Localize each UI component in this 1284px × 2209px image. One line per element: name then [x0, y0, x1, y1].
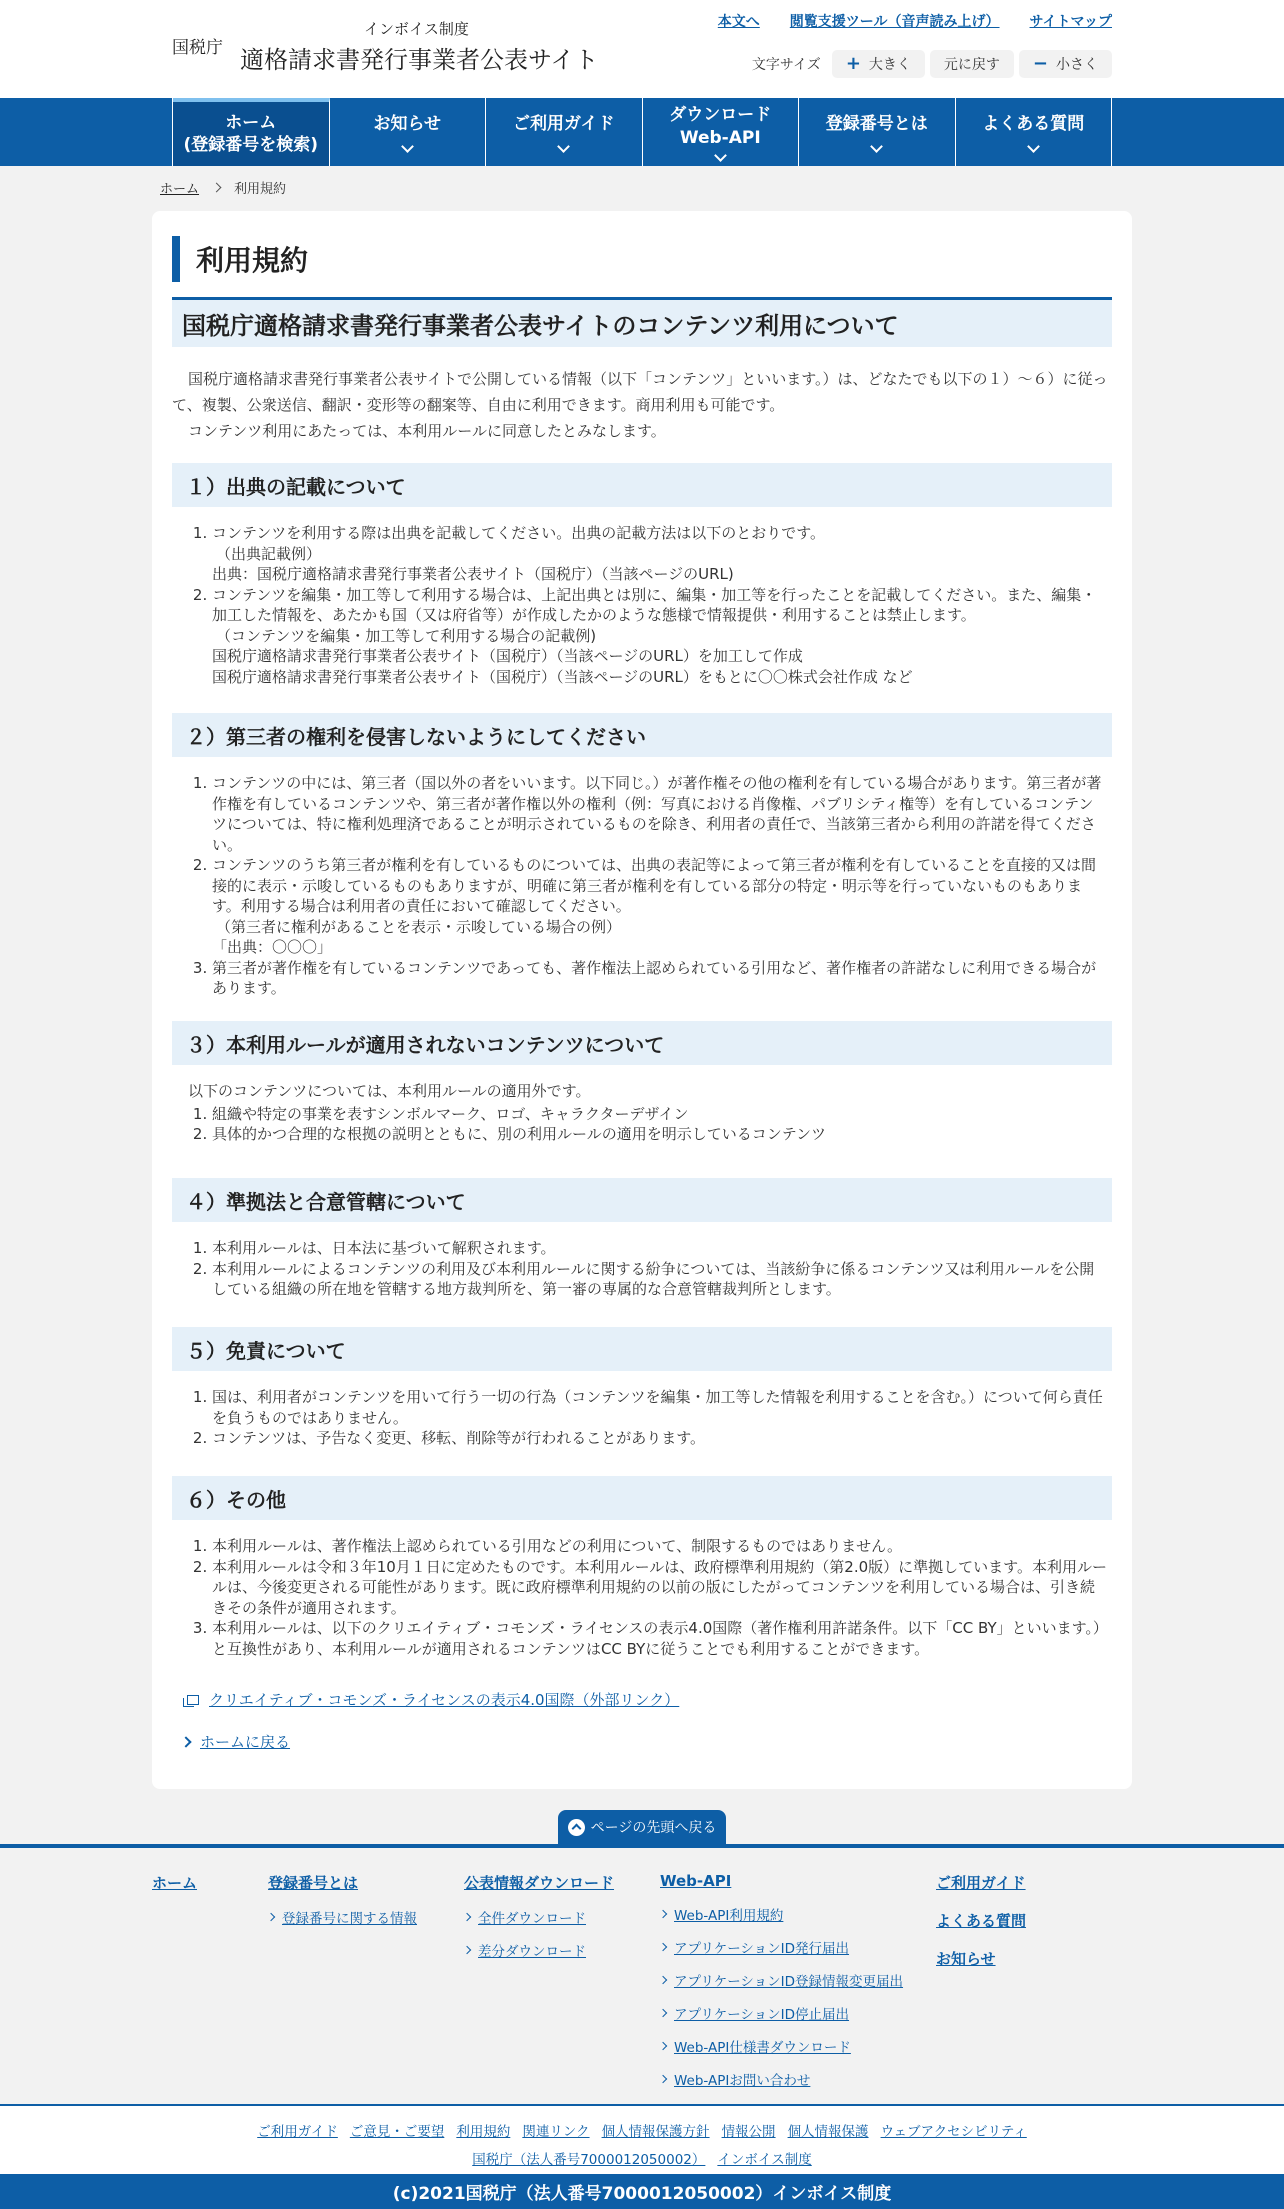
list-item: 1. 国は、利用者がコンテンツを用いて行う一切の行為（コンテンツを編集・加工等した情報を利用することを含む。）について何ら責任を負うものではありません。 — [212, 1387, 1108, 1428]
chevron-right-icon — [267, 1913, 275, 1921]
footer-link[interactable]: 差分ダウンロード — [478, 1944, 586, 1960]
list-item: 1. 本利用ルールは、著作権法上認められている引用などの利用について、制限するものではありません。 — [212, 1536, 1108, 1557]
chevron-right-icon — [659, 1943, 667, 1951]
sub-footer-link[interactable]: ご利用ガイド — [257, 2124, 338, 2140]
item-text: 2. コンテンツを編集・加工等して利用する場合は、上記出典とは別に、編集・加工等を行ったことを記載してください。また、編集・加工した情報を、あたかも国（又は府省等）が作成したかのような態様で情報提供・利用することは禁止します。 — [212, 585, 1097, 624]
footer-webapi-link[interactable]: Web-API — [660, 1872, 732, 1890]
footer-registration-link[interactable]: 登録番号とは — [268, 1874, 359, 1892]
sub-footer — [0, 2104, 1284, 2174]
chevron-right-icon — [212, 182, 222, 192]
copyright: (c)2021国税庁（法人番号7000012050002）インボイス制度 — [0, 2174, 1284, 2209]
agency-name[interactable]: 国税庁 — [172, 38, 223, 58]
reading-support-link[interactable]: 閲覧支援ツール（音声読み上げ） — [789, 14, 1000, 30]
nav-home[interactable] — [173, 98, 330, 166]
sub-footer-link[interactable]: 個人情報保護 — [787, 2124, 869, 2140]
nav-faq-label: よくある質問 — [982, 114, 1085, 135]
breadcrumb — [0, 166, 1284, 208]
list-item: 3. 本利用ルールは、以下のクリエイティブ・コモンズ・ライセンスの表示4.0国際（著作権利用許諾条件。以下「CC BY」といいます。）と互換性があり、本利用ルールが適用されるコンテンツはCC BYに従うことでも利用することができます。 — [212, 1618, 1108, 1659]
font-smaller-button[interactable] — [1019, 50, 1112, 78]
site-subtitle[interactable]: インボイス制度 — [364, 20, 469, 38]
footer-home-link[interactable]: ホーム — [152, 1874, 198, 1892]
sub-footer-link[interactable]: 情報公開 — [721, 2124, 776, 2140]
font-reset-label: 元に戻す — [943, 57, 1000, 73]
section-third-party-rights — [172, 713, 1112, 999]
page-title: 利用規約 — [172, 236, 308, 282]
external-link-icon — [187, 1695, 199, 1705]
footer-link[interactable]: Web-API利用規約 — [674, 1908, 784, 1924]
plus-icon: + — [845, 53, 861, 74]
footer — [0, 1844, 1284, 2104]
footer-col-home — [152, 1872, 197, 1907]
intro-text — [172, 366, 1112, 444]
font-larger-label: 大きく — [868, 57, 911, 73]
chevron-down-icon — [714, 149, 727, 162]
footer-faq-link[interactable]: よくある質問 — [936, 1912, 1027, 1930]
footer-link[interactable]: アプリケーションID停止届出 — [674, 2007, 850, 2023]
list-item — [212, 773, 1108, 855]
section-attribution — [172, 463, 1112, 687]
item-example: 国税庁適格請求書発行事業者公表サイト（国税庁）（当該ページのURL）をもとに〇〇株式会社作成 など — [212, 667, 913, 686]
font-size-label: 文字サイズ — [751, 57, 821, 73]
nav-download[interactable] — [643, 98, 800, 166]
back-home-link[interactable]: ホームに戻る — [200, 1733, 291, 1751]
section-excluded-content — [172, 1021, 1112, 1145]
section-heading: １）出典の記載について — [172, 463, 1112, 507]
nav-faq[interactable] — [956, 98, 1113, 166]
list-item: 1. 本利用ルールは、日本法に基づいて解釈されます。 — [212, 1238, 1108, 1259]
footer-col-right — [936, 1872, 1026, 1986]
font-size-controls — [752, 50, 1112, 78]
section-other — [172, 1476, 1112, 1659]
intro-paragraph: コンテンツ利用にあたっては、本利用ルールに同意したとみなします。 — [188, 422, 666, 440]
chevron-down-icon — [870, 140, 883, 153]
footer-link[interactable]: アプリケーションID登録情報変更届出 — [674, 1974, 904, 1990]
global-nav — [0, 98, 1284, 166]
font-larger-button[interactable] — [832, 50, 925, 78]
item-text: 2. コンテンツのうち第三者が権利を有しているものについては、出典の表記等によって第三者が権利を有していることを直接的又は間接的に表示・示唆しているものもありますが、明確に第三者が権利を有している部分の特定・明示等を行っていないものもあります。利用する場合は利用者の責任において確認してください。 — [212, 856, 1096, 915]
chevron-right-icon — [659, 1976, 667, 1984]
section-disclaimer — [172, 1327, 1112, 1449]
nav-download-label: ダウンロード — [669, 105, 772, 126]
breadcrumb-home[interactable]: ホーム — [160, 181, 200, 197]
item-example: 出典：国税庁適格請求書発行事業者公表サイト（国税庁）（当該ページのURL) — [212, 565, 734, 583]
list-item: 1. 組織や特定の事業を表すシンボルマーク、ロゴ、キャラクターデザイン — [212, 1104, 1108, 1125]
item-text: 1. コンテンツを利用する際は出典を記載してください。出典の記載方法は以下のとおりです。 — [212, 524, 826, 542]
sitemap-link[interactable]: サイトマップ — [1029, 14, 1112, 30]
sub-footer-link[interactable]: ご意見・ご要望 — [349, 2124, 445, 2140]
footer-guide-link[interactable]: ご利用ガイド — [936, 1874, 1026, 1892]
section-heading: ６）その他 — [172, 1476, 1112, 1520]
back-home-link-row — [182, 1731, 290, 1752]
chevron-right-icon — [180, 1736, 191, 1747]
font-reset-button[interactable] — [930, 50, 1014, 78]
intro-paragraph: 国税庁適格請求書発行事業者公表サイトで公開している情報（以下「コンテンツ」といいます。）は、どなたでも以下の１）～６）に従って、複製、公衆送信、翻訳・変形等の翻案等、自由に利用できます。商用利用も可能です。 — [172, 370, 1108, 414]
main-content — [152, 211, 1132, 1789]
item-example-label: （第三者に権利があることを表示・示唆している場合の例） — [216, 917, 622, 936]
sub-footer-link[interactable]: ウェブアクセシビリティ — [880, 2124, 1027, 2140]
nav-guide[interactable] — [486, 98, 643, 166]
nav-news[interactable] — [330, 98, 487, 166]
footer-link[interactable]: Web-APIお問い合わせ — [674, 2073, 811, 2089]
footer-col-webapi — [660, 1872, 903, 2102]
chevron-right-icon — [659, 1910, 667, 1918]
footer-link[interactable]: アプリケーションID発行届出 — [674, 1941, 850, 1957]
sub-footer-link[interactable]: 関連リンク — [522, 2124, 590, 2140]
chevron-right-icon — [659, 2009, 667, 2017]
chevron-right-icon — [659, 2075, 667, 2083]
section-heading: ２）第三者の権利を侵害しないようにしてください — [172, 713, 1112, 757]
cc-license-link-row — [182, 1689, 679, 1710]
page-top-label: ページの先頭へ戻る — [590, 1820, 717, 1836]
footer-col-download — [464, 1872, 614, 1973]
utility-links — [718, 11, 1112, 31]
nav-home-sublabel: (登録番号を検索) — [183, 135, 319, 155]
cc-license-link[interactable]: クリエイティブ・コモンズ・ライセンスの表示4.0国際（外部リンク） — [209, 1691, 680, 1709]
nav-registration-number[interactable] — [799, 98, 956, 166]
chevron-down-icon — [1027, 140, 1040, 153]
section-heading: ５）免責について — [172, 1327, 1112, 1371]
item-example-label: （コンテンツを編集・加工等して利用する場合の記載例) — [216, 626, 597, 645]
page-top-button[interactable] — [558, 1810, 726, 1844]
section-lead: 以下のコンテンツについては、本利用ルールの適用外です。 — [188, 1082, 591, 1100]
chevron-right-icon — [463, 1946, 471, 1954]
nav-guide-label: ご利用ガイド — [513, 114, 615, 135]
list-item — [212, 958, 1108, 999]
sub-footer-link[interactable]: 国税庁（法人番号7000012050002） — [472, 2152, 706, 2168]
section-governing-law — [172, 1178, 1112, 1300]
minus-icon: − — [1032, 53, 1048, 74]
chevron-down-icon — [401, 140, 414, 153]
list-item — [212, 523, 1108, 585]
footer-news-link[interactable]: お知らせ — [936, 1950, 996, 1968]
footer-link[interactable]: Web-API仕様書ダウンロード — [674, 2040, 851, 2056]
item-text: 1. コンテンツの中には、第三者（国以外の者をいいます。以下同じ。）が著作権その他の権利を有している場合があります。第三者が著作権を有しているコンテンツや、第三者が著作権以外の権利（例：写真における肖像権、パブリシティ権等）を有しているコンテンツについては、特に権利処理済であることが明示されているものを除き、利用者の責任で、当該第三者から利用の許諾を得てください。 — [212, 774, 1102, 854]
item-example: 国税庁適格請求書発行事業者公表サイト（国税庁）（当該ページのURL）を加工して作成 — [212, 647, 803, 665]
footer-link[interactable]: 登録番号に関する情報 — [282, 1911, 417, 1927]
footer-link[interactable]: 全件ダウンロード — [478, 1911, 586, 1927]
section-heading: ４）準拠法と合意管轄について — [172, 1178, 1112, 1222]
list-item: 2. 本利用ルールによるコンテンツの利用及び本利用ルールに関する紛争については、当該紛争に係るコンテンツ又は利用ルールを公開している組織の所在地を管轄する地方裁判所を、第一審の専属的な合意管轄裁判所とします。 — [212, 1259, 1108, 1300]
site-header — [0, 0, 1284, 98]
main-heading: 国税庁適格請求書発行事業者公表サイトのコンテンツ利用について — [172, 297, 1112, 347]
font-smaller-label: 小さく — [1056, 57, 1098, 73]
section-heading: ３）本利用ルールが適用されないコンテンツについて — [172, 1021, 1112, 1065]
chevron-right-icon — [463, 1913, 471, 1921]
skip-to-content-link[interactable]: 本文へ — [717, 14, 760, 30]
list-item: 2. コンテンツは、予告なく変更、移転、削除等が行われることがあります。 — [212, 1428, 1108, 1449]
sub-footer-link[interactable]: インボイス制度 — [717, 2152, 812, 2168]
item-example: 「出典：〇〇〇」 — [212, 938, 333, 956]
list-item: 2. 具体的かつ合理的な根拠の説明とともに、別の利用ルールの適用を明示しているコンテンツ — [212, 1124, 1108, 1145]
nav-registration-label: 登録番号とは — [825, 114, 928, 135]
chevron-down-icon — [557, 140, 570, 153]
nav-download-sublabel: Web-API — [679, 127, 761, 148]
footer-download-link[interactable]: 公表情報ダウンロード — [464, 1874, 615, 1892]
arrow-up-icon — [568, 1819, 585, 1836]
list-item — [212, 585, 1108, 688]
list-item: 2. 本利用ルールは令和３年10月１日に定めたものです。本利用ルールは、政府標準利用規約（第2.0版）に準拠しています。本利用ルールは、今後変更される可能性があります。既に政府標準利用規約の以前の版にしたがってコンテンツを利用している場合は、引き続きその条件が適用されます。 — [212, 1557, 1108, 1619]
sub-footer-link[interactable]: 利用規約 — [456, 2124, 511, 2140]
site-title[interactable]: 適格請求書発行事業者公表サイト — [240, 46, 599, 74]
item-example-label: （出典記載例） — [216, 544, 322, 563]
sub-footer-link[interactable]: 個人情報保護方針 — [601, 2124, 710, 2140]
chevron-right-icon — [659, 2042, 667, 2050]
breadcrumb-current: 利用規約 — [234, 181, 287, 197]
nav-news-label: お知らせ — [373, 114, 441, 135]
footer-col-registration — [268, 1872, 417, 1940]
nav-home-label: ホーム — [225, 112, 277, 133]
list-item — [212, 855, 1108, 958]
item-text: 3. 第三者が著作権を有しているコンテンツであっても、著作権法上認められている引用など、著作権者の許諾なしに利用できる場合があります。 — [212, 958, 1097, 997]
